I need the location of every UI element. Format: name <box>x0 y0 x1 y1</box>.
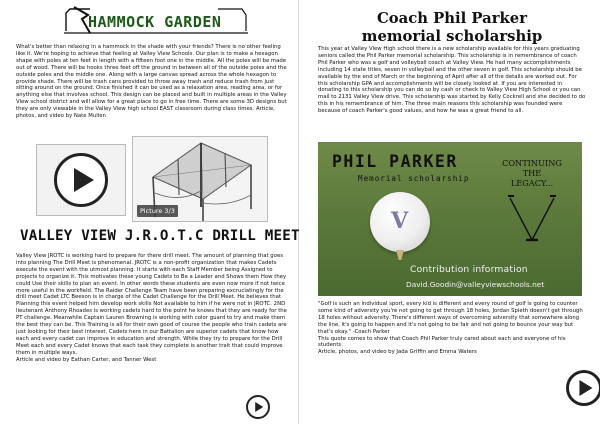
golf-tee-icon <box>396 250 404 260</box>
page-divider <box>298 0 299 424</box>
hammock-photo-gallery[interactable] <box>132 136 268 222</box>
hammock-garden-title: HAMMOCK GARDEN <box>88 13 222 31</box>
scholarship-banner-image <box>318 142 582 296</box>
hammock-article-text: What's better than relaxing in a hammock in the shade with your friends? There is no other feeling like it. We're hoping to achieve that feeling at Valley View Schools. Our plan is to make a hexagon shape with poles at ten feet in length with a fifteen foot one in the middle. All the poles will be made out of wood. There will be hooks three feet off the ground in between all of the outside poles and the outside poles and the middle one. Along with a large canvas spread across the whole hexagon to provide shade. There will be trash cans provided to throw away trash and reduce trash from just sitting around on the ground. Once finished it can be used as a relaxation area, reading area, or for anything else that involves school. This design can be placed and built in multiple areas in the Valley View school district and will allow for a great place to go in free time. There are some 3D designs but they are only viewable in the Valley View high school EAST classroom during class times. Article, photos, and video by Nate Mullen <box>16 44 287 120</box>
continuing-line-1: CONTINUING <box>502 158 562 168</box>
coach-article-text: This year at Valley View High school there is a new scholarship available for this years graduating seniors called the Phil Parker memorial scholarship. This scholarship is in remembrance of coach Phil Parker who was a golf and volleyball coach at Valley View. He had many accomplishments including 14 state titles, seven in volleyball and the other seven in golf. This scholarship should be available by the end of March or the beginning of April after all of the details are worked out. For this scholarship GPA and accomplishments will be closely looked at. If you are interested in donating to this scholarship you can do so by cash or check to Valley View High School or you can mail to 2131 Valley View drive. This scholarship was started by Kelly Cockrell and she decided to do this in his remembrance of him. The three main reasons this scholarship was founded were because of coach Parker's good values, and how he was a great friend to all. <box>318 46 586 115</box>
continuing-line-3: LEGACY... <box>510 178 554 188</box>
play-icon[interactable] <box>54 153 108 207</box>
continuing-legacy-sign <box>492 154 572 246</box>
golf-clubs-icon <box>492 194 572 244</box>
continuing-line-2: THE <box>522 168 542 178</box>
coach-title-line-2: memorial scholarship <box>361 28 543 45</box>
drill-video-play-button[interactable] <box>246 395 270 419</box>
drill-meet-title: VALLEY VIEW J.R.O.T.C DRILL MEET <box>20 228 300 244</box>
coach-video-play-button[interactable] <box>566 370 600 406</box>
photo-counter-caption: Picture 3/3 <box>137 205 178 217</box>
banner-subtitle: Memorial scholarship <box>358 174 470 183</box>
hammock-video-thumbnail[interactable] <box>36 144 126 216</box>
banner-contribution-label: Contribution information <box>410 264 528 275</box>
coach-quote-text: "Golf is such an individual sport, every kid is different and every round of golf is going to counter some kind of adversity you're not going to get through 18 holes, Jordan Spieth doesn't get through 18 holes without adversity. There's different ways of overcoming adversity that somewhere along the line, it's going to happen and it's not going to be fair and not going to bounce your way but that's okay." -Coach Parker This quote comes to show that Coach Phil Parker truly cared about each and everyone of his students. Article, photos, and video by Jada Griffin and Emma Waters <box>318 301 583 356</box>
coach-article-title <box>312 10 592 46</box>
coach-title-line-1: Coach Phil Parker <box>376 10 527 27</box>
hammock-header <box>60 5 250 35</box>
banner-name: PHIL PARKER <box>332 152 458 171</box>
golf-ball-icon <box>370 192 430 252</box>
drill-meet-article-text: Valley View JROTC is working hard to prepare for there drill meet. The amount of planning that goes into planning The Drill Meet is phenomenal. JROTC is a non-profit organization that makes Cadets execute the event with the utmost planning. It starts with each Staff Member being Assigned to projects to organize it. This motivates these young Cadets to Be a Leader and Shows them How they could Use their skills to plan an event. In other words these students are even now more if not twice more useful in the workfield. The Raider Challenge Team have been preparing excruciatingly for the drill meet Cadet LTC Beeson is in charge of the Cadet Challenge for the Drill Meet. He believes that Planning this event helped him develop work skills Not available to him if he were not in JROTC. 2ND lieutenant Anthony Rhoades is working cadets hard to the point he knows that they are ready for the PT challenge. Meanwhile Captain Lauren Browning is working with color guard to try and make them the best they can be. This Training is all for their own good of course the people who train cadets are just looking for their best interest. Cadets here in our Battalion are superior cadets that know how each and every cadet can improve in education and strength. While they try to prepare for the Drill Meet each and every Cadet knows that each task they complete is another trait that could improve them in multiple ways. Article and video by Eathan Carter, and Tanner West <box>16 253 287 363</box>
golf-ball-letter: V <box>391 208 409 234</box>
banner-contact-email: David.Goodin@valleyviewschools.net <box>406 280 545 289</box>
